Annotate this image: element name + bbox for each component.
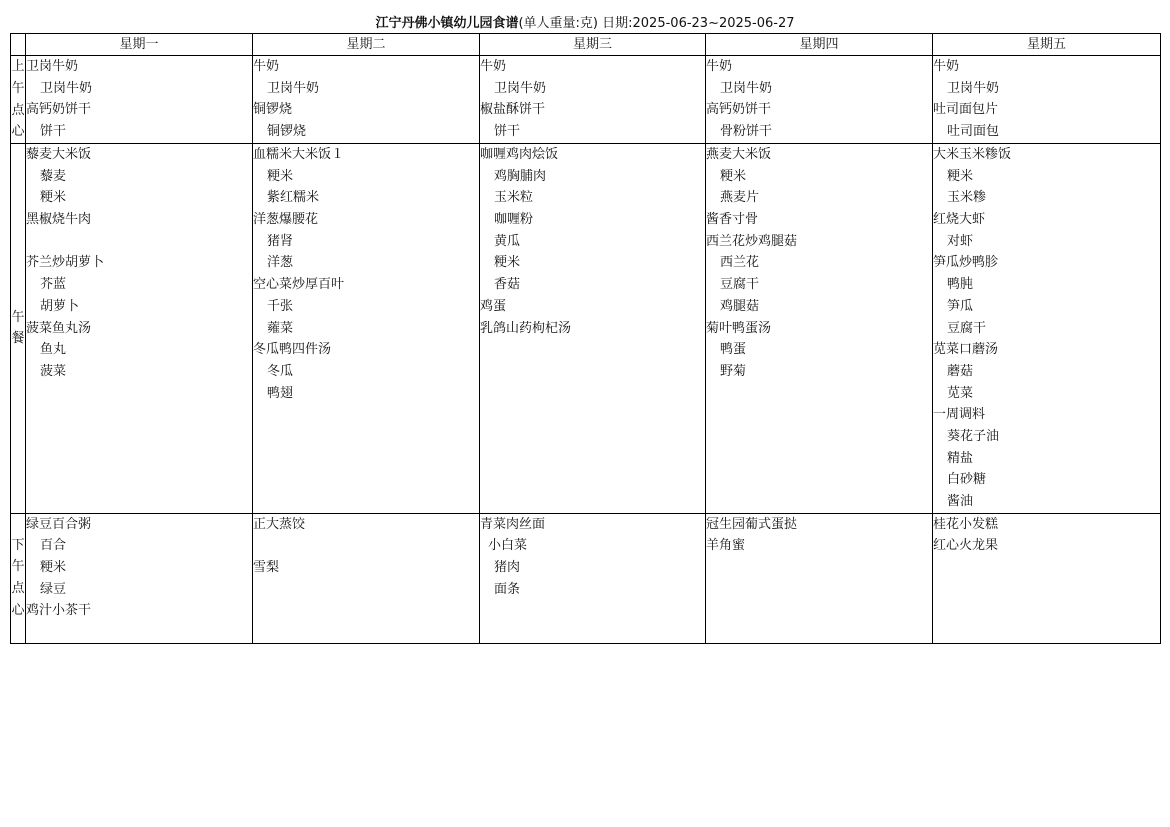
ingredient-item: 绿豆 — [40, 581, 67, 597]
meal-label — [11, 144, 26, 514]
menu-cell — [26, 513, 253, 643]
weekly-menu-table — [10, 33, 1161, 644]
dish-item: 鸡蛋 — [480, 298, 507, 314]
meal-label-char: 点 — [11, 581, 25, 597]
ingredient-item: 卫岗牛奶 — [720, 80, 773, 96]
ingredient-item: 燕麦片 — [720, 190, 760, 206]
ingredient-item: 豆腐干 — [947, 320, 987, 336]
ingredient-item: 白砂糖 — [947, 472, 987, 488]
dish-item — [253, 535, 479, 557]
kindergarten-menu-name: 江宁丹佛小镇幼儿园食谱 — [375, 16, 519, 31]
menu-cell — [480, 513, 706, 643]
dish-item: 咖喱鸡肉烩饭 — [480, 147, 559, 162]
ingredient-item: 百合 — [40, 538, 67, 554]
dish-item: 红烧大虾 — [933, 212, 986, 228]
dish-item: 高钙奶饼干 — [26, 102, 92, 118]
dish-item: 正大蒸饺 — [253, 516, 306, 532]
dish-item: 牛奶 — [706, 59, 733, 74]
dish-item: 椒盐酥饼干 — [480, 102, 546, 118]
afternoon-snack-row — [11, 513, 1161, 643]
ingredient-item: 冬瓜 — [267, 363, 294, 379]
ingredient-item: 鸡胸脯肉 — [494, 168, 547, 184]
ingredient-item: 吐司面包 — [947, 124, 1000, 140]
ingredient-item: 胡萝卜 — [40, 298, 80, 314]
dish-item: 乳鸽山药枸杞汤 — [480, 320, 572, 336]
ingredient-item: 千张 — [267, 298, 294, 314]
ingredient-item: 紫红糯米 — [267, 190, 320, 206]
meal-label-char: 午 — [11, 80, 25, 96]
dish-item: 菠菜鱼丸汤 — [26, 320, 92, 336]
dish-item: 羊角蜜 — [706, 538, 746, 554]
meal-label — [11, 56, 26, 144]
menu-cell — [933, 56, 1161, 144]
dish-item: 吐司面包片 — [933, 102, 999, 118]
ingredient-item: 鸭翅 — [267, 385, 294, 401]
dish-item — [26, 231, 252, 253]
dish-item: 桂花小发糕 — [933, 516, 999, 532]
dish-item: 西兰花炒鸡腿菇 — [706, 233, 798, 249]
ingredient-item: 玉米糁 — [947, 190, 987, 206]
ingredient-item: 葵花子油 — [947, 428, 1000, 444]
ingredient-item: 卫岗牛奶 — [494, 80, 547, 96]
menu-cell — [253, 56, 480, 144]
menu-cell — [706, 56, 933, 144]
ingredient-item: 香菇 — [494, 277, 521, 293]
ingredient-item: 藜麦 — [40, 168, 67, 184]
ingredient-item: 鸭肫 — [947, 277, 974, 293]
dish-item: 一周调料 — [933, 407, 986, 423]
dish-item: 铜锣烧 — [253, 102, 293, 118]
ingredient-item: 菠菜 — [40, 363, 67, 379]
ingredient-item: 小白菜 — [488, 538, 528, 554]
day-header: 星期五 — [933, 34, 1161, 56]
dish-item: 高钙奶饼干 — [706, 102, 772, 118]
header-row — [11, 34, 1161, 56]
ingredient-item: 猪肾 — [267, 233, 294, 249]
ingredient-item: 苋菜 — [947, 385, 974, 401]
meal-label-char: 点 — [11, 102, 25, 118]
dish-item: 芥兰炒胡萝卜 — [26, 255, 105, 271]
ingredient-item: 骨粉饼干 — [720, 124, 773, 140]
menu-date-range: (单人重量:克) 日期:2025-06-23~2025-06-27 — [518, 16, 795, 31]
dish-item: 卫岗牛奶 — [26, 59, 79, 74]
ingredient-item: 饼干 — [494, 124, 521, 140]
ingredient-item: 玉米粒 — [494, 190, 534, 206]
dish-item: 菊叶鸭蛋汤 — [706, 320, 772, 336]
ingredient-item: 芥蓝 — [40, 277, 67, 293]
dish-item: 绿豆百合粥 — [26, 516, 92, 532]
dish-item: 黑椒烧牛肉 — [26, 212, 92, 228]
day-header: 星期二 — [253, 34, 480, 56]
meal-label-char: 上 — [11, 59, 25, 75]
ingredient-item: 西兰花 — [720, 255, 760, 271]
ingredient-item: 粳米 — [494, 255, 521, 271]
ingredient-item: 粳米 — [267, 168, 294, 184]
ingredient-item: 精盐 — [947, 450, 974, 466]
dish-item: 酱香寸骨 — [706, 212, 759, 228]
ingredient-item: 对虾 — [947, 233, 974, 249]
ingredient-item: 洋葱 — [267, 255, 294, 271]
meal-label-char: 餐 — [11, 331, 25, 347]
menu-cell — [26, 56, 253, 144]
dish-item: 血糯米大米饭１ — [253, 147, 345, 162]
ingredient-item: 粳米 — [40, 560, 67, 576]
dish-item: 鸡汁小茶干 — [26, 603, 92, 619]
menu-title — [0, 15, 1170, 33]
ingredient-item: 猪肉 — [494, 560, 521, 576]
dish-item: 牛奶 — [933, 59, 960, 74]
menu-cell — [706, 144, 933, 514]
day-header: 星期三 — [480, 34, 706, 56]
ingredient-item: 鸡腿菇 — [720, 298, 760, 314]
morning-snack-row — [11, 56, 1161, 144]
dish-item: 红心火龙果 — [933, 538, 999, 554]
ingredient-item: 笋瓜 — [947, 298, 974, 314]
dish-item: 洋葱爆腰花 — [253, 212, 319, 228]
dish-item: 笋瓜炒鸭胗 — [933, 255, 999, 271]
ingredient-item: 蘑菇 — [947, 363, 974, 379]
day-header: 星期一 — [26, 34, 253, 56]
corner-cell — [11, 34, 26, 56]
day-header: 星期四 — [706, 34, 933, 56]
dish-item: 雪梨 — [253, 560, 280, 576]
meal-label — [11, 513, 26, 643]
dish-item: 冠生园葡式蛋挞 — [706, 516, 798, 532]
ingredient-item: 鱼丸 — [40, 342, 67, 358]
ingredient-item: 黄瓜 — [494, 233, 521, 249]
dish-item: 苋菜口蘑汤 — [933, 342, 999, 358]
ingredient-item: 蕹菜 — [267, 320, 294, 336]
dish-item: 燕麦大米饭 — [706, 147, 772, 162]
menu-cell — [480, 56, 706, 144]
menu-cell — [933, 144, 1161, 514]
menu-cell — [706, 513, 933, 643]
meal-label-char: 午 — [11, 559, 25, 575]
ingredient-item: 豆腐干 — [720, 277, 760, 293]
ingredient-item: 咖喱粉 — [494, 212, 534, 228]
menu-cell — [253, 513, 480, 643]
meal-label-char: 下 — [11, 537, 25, 553]
ingredient-item: 粳米 — [40, 190, 67, 206]
ingredient-item: 粳米 — [720, 168, 747, 184]
ingredient-item: 饼干 — [40, 124, 67, 140]
ingredient-item: 酱油 — [947, 494, 974, 509]
meal-label-char: 午 — [11, 309, 25, 325]
menu-cell — [26, 144, 253, 514]
ingredient-item: 卫岗牛奶 — [40, 80, 93, 96]
meal-label-char: 心 — [11, 602, 25, 618]
ingredient-item: 卫岗牛奶 — [267, 80, 320, 96]
dish-item: 藜麦大米饭 — [26, 147, 92, 162]
ingredient-item: 鸭蛋 — [720, 342, 747, 358]
menu-cell — [933, 513, 1161, 643]
ingredient-item: 面条 — [494, 581, 521, 597]
lunch-row — [11, 144, 1161, 514]
ingredient-item: 卫岗牛奶 — [947, 80, 1000, 96]
dish-item: 冬瓜鸭四件汤 — [253, 342, 332, 358]
ingredient-item: 粳米 — [947, 168, 974, 184]
dish-item: 牛奶 — [253, 59, 280, 74]
meal-label-char: 心 — [11, 124, 25, 140]
dish-item: 牛奶 — [480, 59, 507, 74]
ingredient-item: 铜锣烧 — [267, 124, 307, 140]
dish-item: 大米玉米糁饭 — [933, 147, 1012, 162]
menu-cell — [253, 144, 480, 514]
dish-item: 空心菜炒厚百叶 — [253, 277, 345, 293]
dish-item: 青菜肉丝面 — [480, 516, 546, 532]
ingredient-item: 野菊 — [720, 363, 747, 379]
menu-cell — [480, 144, 706, 514]
